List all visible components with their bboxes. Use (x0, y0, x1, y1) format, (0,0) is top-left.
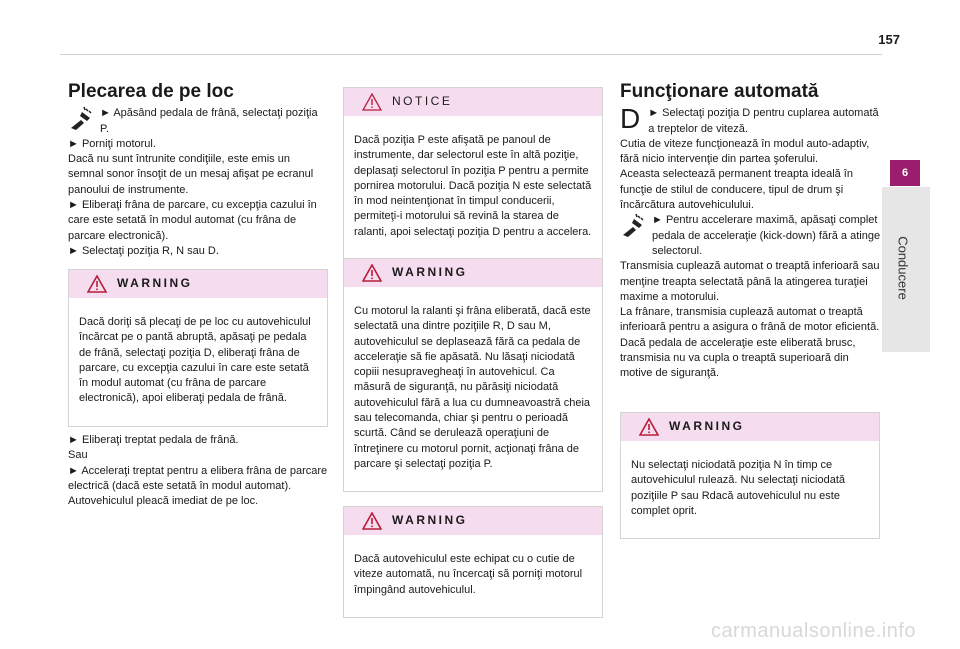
step-text: ► Porniţi motorul. (68, 137, 156, 150)
warning-triangle-icon (362, 512, 382, 530)
page-number: 157 (878, 32, 900, 47)
paragraph: Dacă pedala de acceleraţie este eliberată brusc, transmisia nu va cupla o treaptă superioară din motive de siguranţă. (620, 336, 856, 380)
warning-title: WARNING (669, 419, 745, 434)
watermark: carmanualsonline.info (710, 620, 916, 642)
warning-box (343, 506, 603, 618)
warning-box (620, 412, 880, 539)
warning-text: Cu motorul la ralanti şi frâna eliberată, dacă este selectată una dintre poziţiile R, D sau M, autovehiculul se deplasează fără ca pedala de acceleraţie să fie apăsată. Nu lăsaţi niciodată copiii nesupravegheaţi în autovehicul. Ca măsură de siguranţă, nu părăsiţi niciodată autovehiculul fără a lua cu dumneavoastră cheia sau telecomanda, chiar şi pentru o perioadă scurtă. Când se derulează operaţiuni de întreţinere cu motorul pornit, acţionaţi frâna de parcare şi selectaţi poziţia P. (354, 305, 591, 470)
column-3 (620, 81, 882, 382)
foot-pedal-icon (68, 106, 94, 132)
gear-d-symbol: D (620, 103, 641, 135)
step-text: ► Selectaţi poziţia R, N sau D. (68, 244, 219, 257)
paragraph: Aceasta selectează permanent treapta ideală în funcţie de stilul de conducere, tipul de drum şi încărcătura autovehiculului. (620, 168, 853, 212)
section-title-automatic: Funcţionare automată (620, 81, 819, 102)
step-text: ► Selectaţi poziţia D pentru cuplarea automată a treptelor de viteză. (648, 107, 879, 135)
warning-title: WARNING (392, 513, 468, 528)
chapter-tab-label: Conducere (895, 236, 911, 300)
column-1 (68, 81, 328, 259)
paragraph: Autovehiculul pleacă imediat de pe loc. (68, 495, 259, 508)
foot-pedal-icon (620, 213, 646, 239)
warning-title: WARNING (392, 265, 468, 280)
step-text: ► Apăsând pedala de frână, selectaţi poziţia P. (100, 107, 318, 135)
warning-text: Dacă autovehiculul este echipat cu o cutie de viteze automată, nu încercaţi să porniţi motorul împingând autovehiculul. (354, 553, 583, 596)
step-text: ► Acceleraţi treptat pentru a elibera frâna de parcare electrică (dacă este setată în modul automat). (68, 464, 328, 492)
chapter-tab-number[interactable]: 6 (890, 160, 920, 186)
paragraph: Sau (68, 449, 88, 462)
column-1-continued (68, 433, 328, 509)
warning-triangle-icon (362, 264, 382, 282)
warning-triangle-icon (639, 418, 659, 436)
notice-text: Dacă poziţia P este afişată pe panoul de instrumente, dar selectorul este în altă poziţie, deplasaţi selectorul în poziţia P pentru a permite pornirea motorului. Dacă poziţia N este selectată în mod neintenţionat în timpul conducerii, permiteţi-i motorului să revină la starea de ralanti, apoi selectaţi poziţia D pentru a accelera. (354, 134, 592, 238)
warning-text: Dacă doriţi să plecaţi de pe loc cu autovehiculul încărcat pe o pantă abruptă, apăsaţi pe pedala de frână, selectaţi poziţia D, eliberaţi frâna de parcare, cu excepţia cazului în care este setată în modul automat (cu frâna de parcare electronică), apoi eliberaţi pedala de frână. (79, 316, 311, 405)
paragraph: Transmisia cuplează automat o treaptă inferioară sau menţine treapta selectată până la atingerea turaţiei maxime a motorului. (620, 260, 880, 303)
warning-box (68, 269, 328, 427)
warning-text: Nu selectaţi niciodată poziţia N în timp ce autovehiculul rulează. Nu selectaţi niciodată poziţiile P sau Rdacă autovehiculul nu este complet oprit. (631, 459, 846, 517)
header-divider (60, 54, 882, 55)
warning-box (343, 258, 603, 492)
warning-title: WARNING (117, 276, 193, 291)
warning-triangle-icon (87, 275, 107, 293)
paragraph: Dacă nu sunt întrunite condiţiile, este emis un semnal sonor însoţit de un mesaj afişat pe ecranul panoului de instrumente. (68, 153, 314, 196)
notice-box (343, 87, 603, 260)
notice-title: NOTICE (392, 94, 453, 109)
section-title-start: Plecarea de pe loc (68, 81, 234, 102)
paragraph: La frânare, transmisia cuplează automat o treaptă inferioară pentru a asigura o frână de motor eficientă. (620, 306, 880, 334)
step-text: ► Eliberaţi frâna de parcare, cu excepţia cazului în care este setată în modul automat (cu frâna de parcare electronică). (68, 199, 317, 242)
step-text: ► Pentru accelerare maximă, apăsaţi complet pedala de acceleraţie (kick-down) fără a atinge selectorul. (652, 214, 881, 257)
step-text: ► Eliberaţi treptat pedala de frână. (68, 434, 239, 446)
notice-triangle-icon (362, 93, 382, 111)
paragraph: Cutia de viteze funcţionează în modul auto-adaptiv, fără nicio intervenţie din partea şoferului. (620, 137, 870, 166)
